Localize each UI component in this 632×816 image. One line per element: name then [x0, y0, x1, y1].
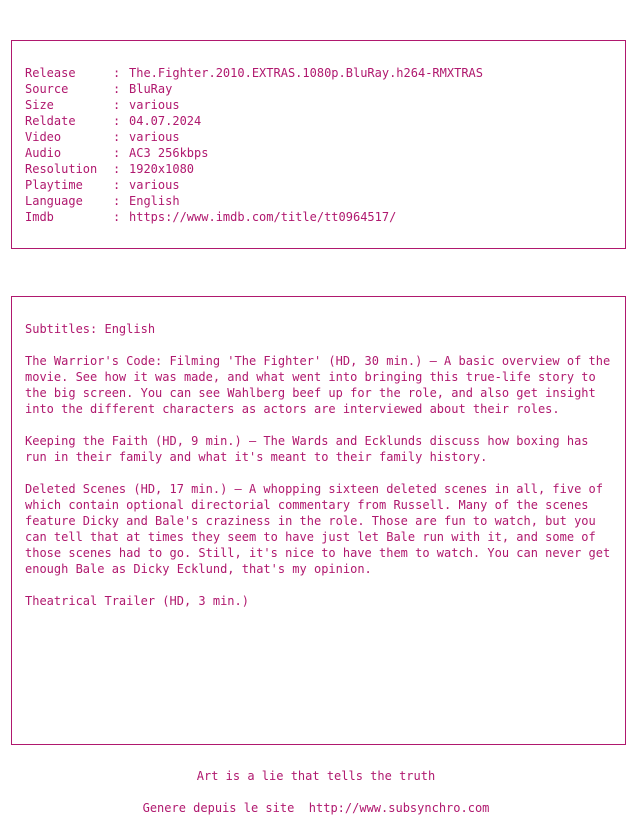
info-key: Language [25, 194, 83, 208]
info-separator: : [113, 66, 121, 80]
info-key: Reldate [25, 114, 76, 128]
info-row-source [25, 81, 617, 97]
extras-box [11, 296, 626, 745]
info-separator: : [113, 146, 121, 160]
info-row-reldate [25, 113, 617, 129]
info-row-audio [25, 145, 617, 161]
info-separator: : [113, 162, 121, 176]
info-value: 04.07.2024 [129, 114, 202, 128]
info-separator: : [113, 130, 121, 144]
info-separator: : [113, 194, 121, 208]
info-key: Playtime [25, 178, 83, 192]
extras-content [25, 321, 617, 625]
info-key: Size [25, 98, 54, 112]
info-separator: : [113, 98, 121, 112]
subtitles-line: Subtitles: English [25, 322, 156, 336]
extras-paragraph-trailer: Theatrical Trailer (HD, 3 min.) [25, 594, 249, 608]
info-key: Video [25, 130, 62, 144]
info-value: various [129, 178, 180, 192]
info-row-imdb [25, 209, 617, 225]
info-row-size [25, 97, 617, 113]
extras-paragraph-keeping-the-faith: Keeping the Faith (HD, 9 min.) — The Wards and Ecklunds discuss how boxing has run in their family and what it's meant to their family history. [25, 434, 589, 464]
info-key: Imdb [25, 210, 54, 224]
info-key: Release [25, 66, 76, 80]
info-row-video [25, 129, 617, 145]
info-separator: : [113, 210, 121, 224]
release-info-list [25, 65, 617, 225]
release-info-box [11, 40, 626, 249]
info-value: The.Fighter.2010.EXTRAS.1080p.BluRay.h264-RMXTRAS [129, 66, 484, 80]
info-separator: : [113, 114, 121, 128]
info-value: English [129, 194, 180, 208]
info-row-release [25, 65, 617, 81]
info-value: various [129, 130, 180, 144]
info-key: Audio [25, 146, 62, 160]
info-value: 1920x1080 [129, 162, 195, 176]
info-value: various [129, 98, 180, 112]
info-row-language [25, 193, 617, 209]
info-row-resolution [25, 161, 617, 177]
info-value: AC3 256kbps [129, 146, 209, 160]
extras-paragraph-warriors-code: The Warrior's Code: Filming 'The Fighter' (HD, 30 min.) — A basic overview of the movie. See how it was made, and what went into bringing this true-life story to the big screen. You can see Wahlberg beef up for the role, and also get insight into the different characters as actors are interviewed about their roles. [25, 354, 611, 416]
footer-generated-by: Genere depuis le site http://www.subsynchro.com [142, 801, 490, 815]
info-row-playtime [25, 177, 617, 193]
extras-paragraph-deleted-scenes: Deleted Scenes (HD, 17 min.) — A whopping sixteen deleted scenes in all, five of which contain optional directorial commentary from Russell. Many of the scenes feature Dicky and Bale's craziness in the role. Those are fun to watch, but you can tell that at times they seem to have just let Bale run with it, and some of those scenes had to go. Still, it's nice to have them to watch. You can never get enough Bale as Dicky Ecklund, that's my opinion. [25, 482, 611, 576]
info-separator: : [113, 178, 121, 192]
info-key: Resolution [25, 162, 98, 176]
imdb-link: https://www.imdb.com/title/tt0964517/ [129, 210, 397, 224]
footer-tagline: Art is a lie that tells the truth [196, 769, 436, 783]
info-value: BluRay [129, 82, 173, 96]
info-separator: : [113, 82, 121, 96]
info-key: Source [25, 82, 69, 96]
